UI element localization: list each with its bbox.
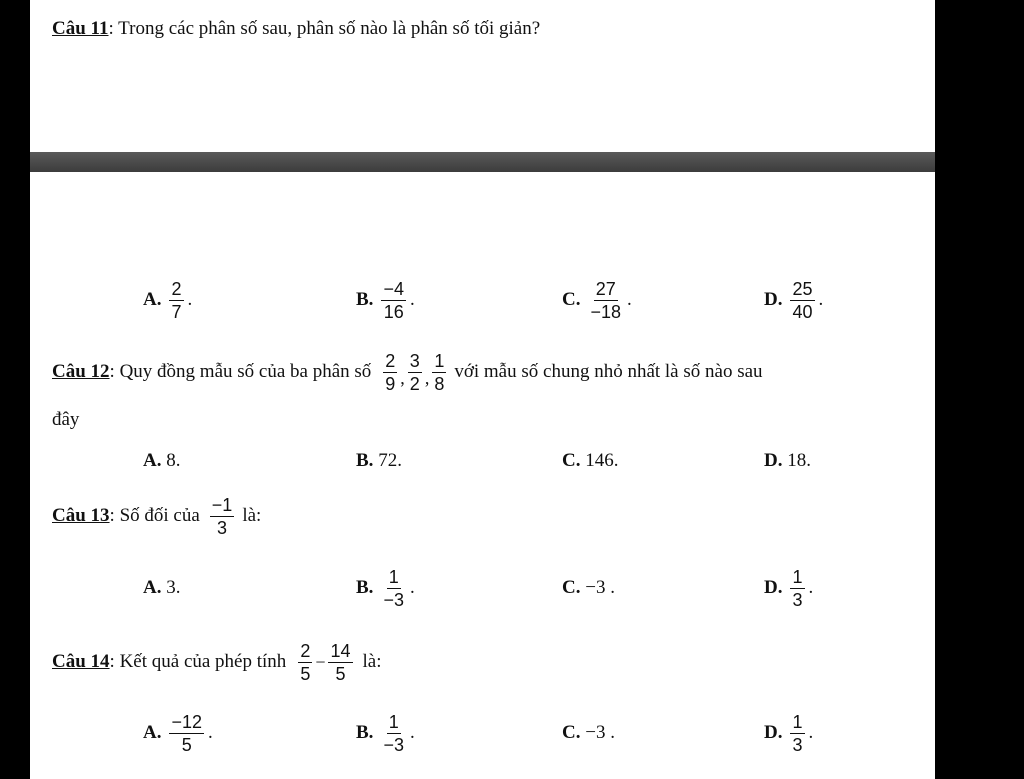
question-14-text-before: : Kết quả của phép tính [109,651,287,672]
option-fraction [381,711,406,756]
option-tail: . [208,722,213,743]
operator: − [315,652,326,672]
q12-option-c[interactable] [562,450,618,472]
option-letter: A. [143,289,162,310]
question-12-text-before: : Quy đồng mẫu số của ba phân số [109,361,372,382]
denominator: 9 [385,373,396,394]
option-letter: C. [562,289,581,310]
question-14-label: Câu 14 [52,651,110,672]
numerator: 2 [300,640,311,661]
q14-option-a[interactable] [143,705,213,761]
option-letter: B. [356,722,374,743]
option-tail: . [409,577,415,598]
numerator: 1 [434,350,445,371]
denominator: 5 [335,663,346,684]
fraction [408,350,422,395]
fraction [432,350,446,395]
q11-option-c[interactable] [562,272,632,328]
option-tail: . [808,722,814,743]
denominator: −3 [383,734,404,755]
numerator: 1 [388,566,399,587]
question-11-text: : Trong các phân số sau, phân số nào là phân số tối giản? [108,18,541,39]
option-letter: A. [143,722,162,743]
option-fraction [381,566,406,611]
option-letter: B. [356,450,374,471]
q13-option-b[interactable] [356,560,415,616]
numerator: 25 [792,278,813,299]
option-letter: D. [764,577,783,598]
numerator: 14 [330,640,351,661]
option-letter: A. [143,577,162,598]
numerator: 1 [792,711,803,732]
option-fraction [790,711,804,756]
option-fraction [790,566,804,611]
q13-option-a[interactable] [143,577,180,599]
option-tail: . [627,289,632,310]
fraction [210,494,235,539]
option-letter: C. [562,722,581,743]
denominator: 5 [300,663,311,684]
question-13-label: Câu 13 [52,505,110,526]
option-fraction [588,278,623,323]
option-fraction [169,711,204,756]
denominator: 3 [792,589,803,610]
q12-option-d[interactable] [764,450,811,472]
numerator: 2 [171,278,182,299]
question-12-text-after: với mẫu số chung nhỏ nhất là số nào sau [454,361,763,382]
denominator: 3 [792,734,803,755]
option-value: 18. [787,450,811,471]
q14-option-d[interactable] [764,705,813,761]
option-tail: . [818,289,824,310]
denominator: 7 [171,301,182,322]
q11-option-b[interactable] [356,272,415,328]
question-13 [52,488,261,544]
option-fraction [381,278,406,323]
question-14-text-after: là: [362,651,382,672]
option-letter: C. [562,450,581,471]
numerator: 1 [792,566,803,587]
q14-option-c[interactable] [562,722,615,744]
denominator: 40 [792,301,813,322]
numerator: 3 [409,350,420,371]
separator: , [400,367,405,388]
denominator: 8 [434,373,445,394]
option-fraction [790,278,814,323]
question-13-text-after: là: [242,505,262,526]
option-value: 3. [166,577,181,598]
option-letter: A. [143,450,162,471]
question-14-expression [296,640,354,685]
page-bottom [30,172,935,779]
q13-option-d[interactable] [764,560,813,616]
numerator: −1 [211,494,233,515]
q11-option-d[interactable] [764,272,823,328]
option-value: −3 . [585,577,615,598]
denominator: 2 [409,373,420,394]
option-letter: D. [764,722,783,743]
question-13-text-before: : Số đối của [109,505,200,526]
q12-option-b[interactable] [356,450,402,472]
option-value: 146. [585,450,619,471]
question-12-line2: đây [52,409,80,430]
fraction [328,640,352,685]
option-tail: . [187,289,193,310]
denominator: 5 [181,734,192,755]
question-12-label: Câu 12 [52,361,110,382]
fraction [383,350,397,395]
question-12-fractions [381,350,448,395]
question-14 [52,634,382,690]
denominator: −3 [383,589,404,610]
separator: , [424,367,430,388]
denominator: 16 [383,301,404,322]
page-top [30,0,935,152]
option-tail: . [808,577,814,598]
option-value: 72. [378,450,402,471]
option-value: 8. [166,450,181,471]
option-letter: D. [764,450,783,471]
option-tail: . [409,289,415,310]
option-letter: B. [356,577,374,598]
q11-option-a[interactable] [143,272,192,328]
q12-option-a[interactable] [143,450,180,472]
denominator: 3 [217,517,228,538]
option-value: −3 . [585,722,615,743]
option-letter: C. [562,577,581,598]
page-divider [30,152,935,172]
question-11-label: Câu 11 [52,18,109,39]
option-fraction [169,278,183,323]
question-11 [52,18,540,40]
option-letter: D. [764,289,783,310]
q14-option-b[interactable] [356,705,415,761]
denominator: −18 [590,301,622,322]
fraction [298,640,312,685]
q13-option-c[interactable] [562,577,615,599]
numerator: −4 [383,278,404,299]
option-tail: . [409,722,415,743]
numerator: 2 [385,350,396,371]
numerator: 27 [595,278,616,299]
numerator: −12 [171,711,203,732]
question-12 [52,344,763,400]
numerator: 1 [388,711,399,732]
option-letter: B. [356,289,374,310]
